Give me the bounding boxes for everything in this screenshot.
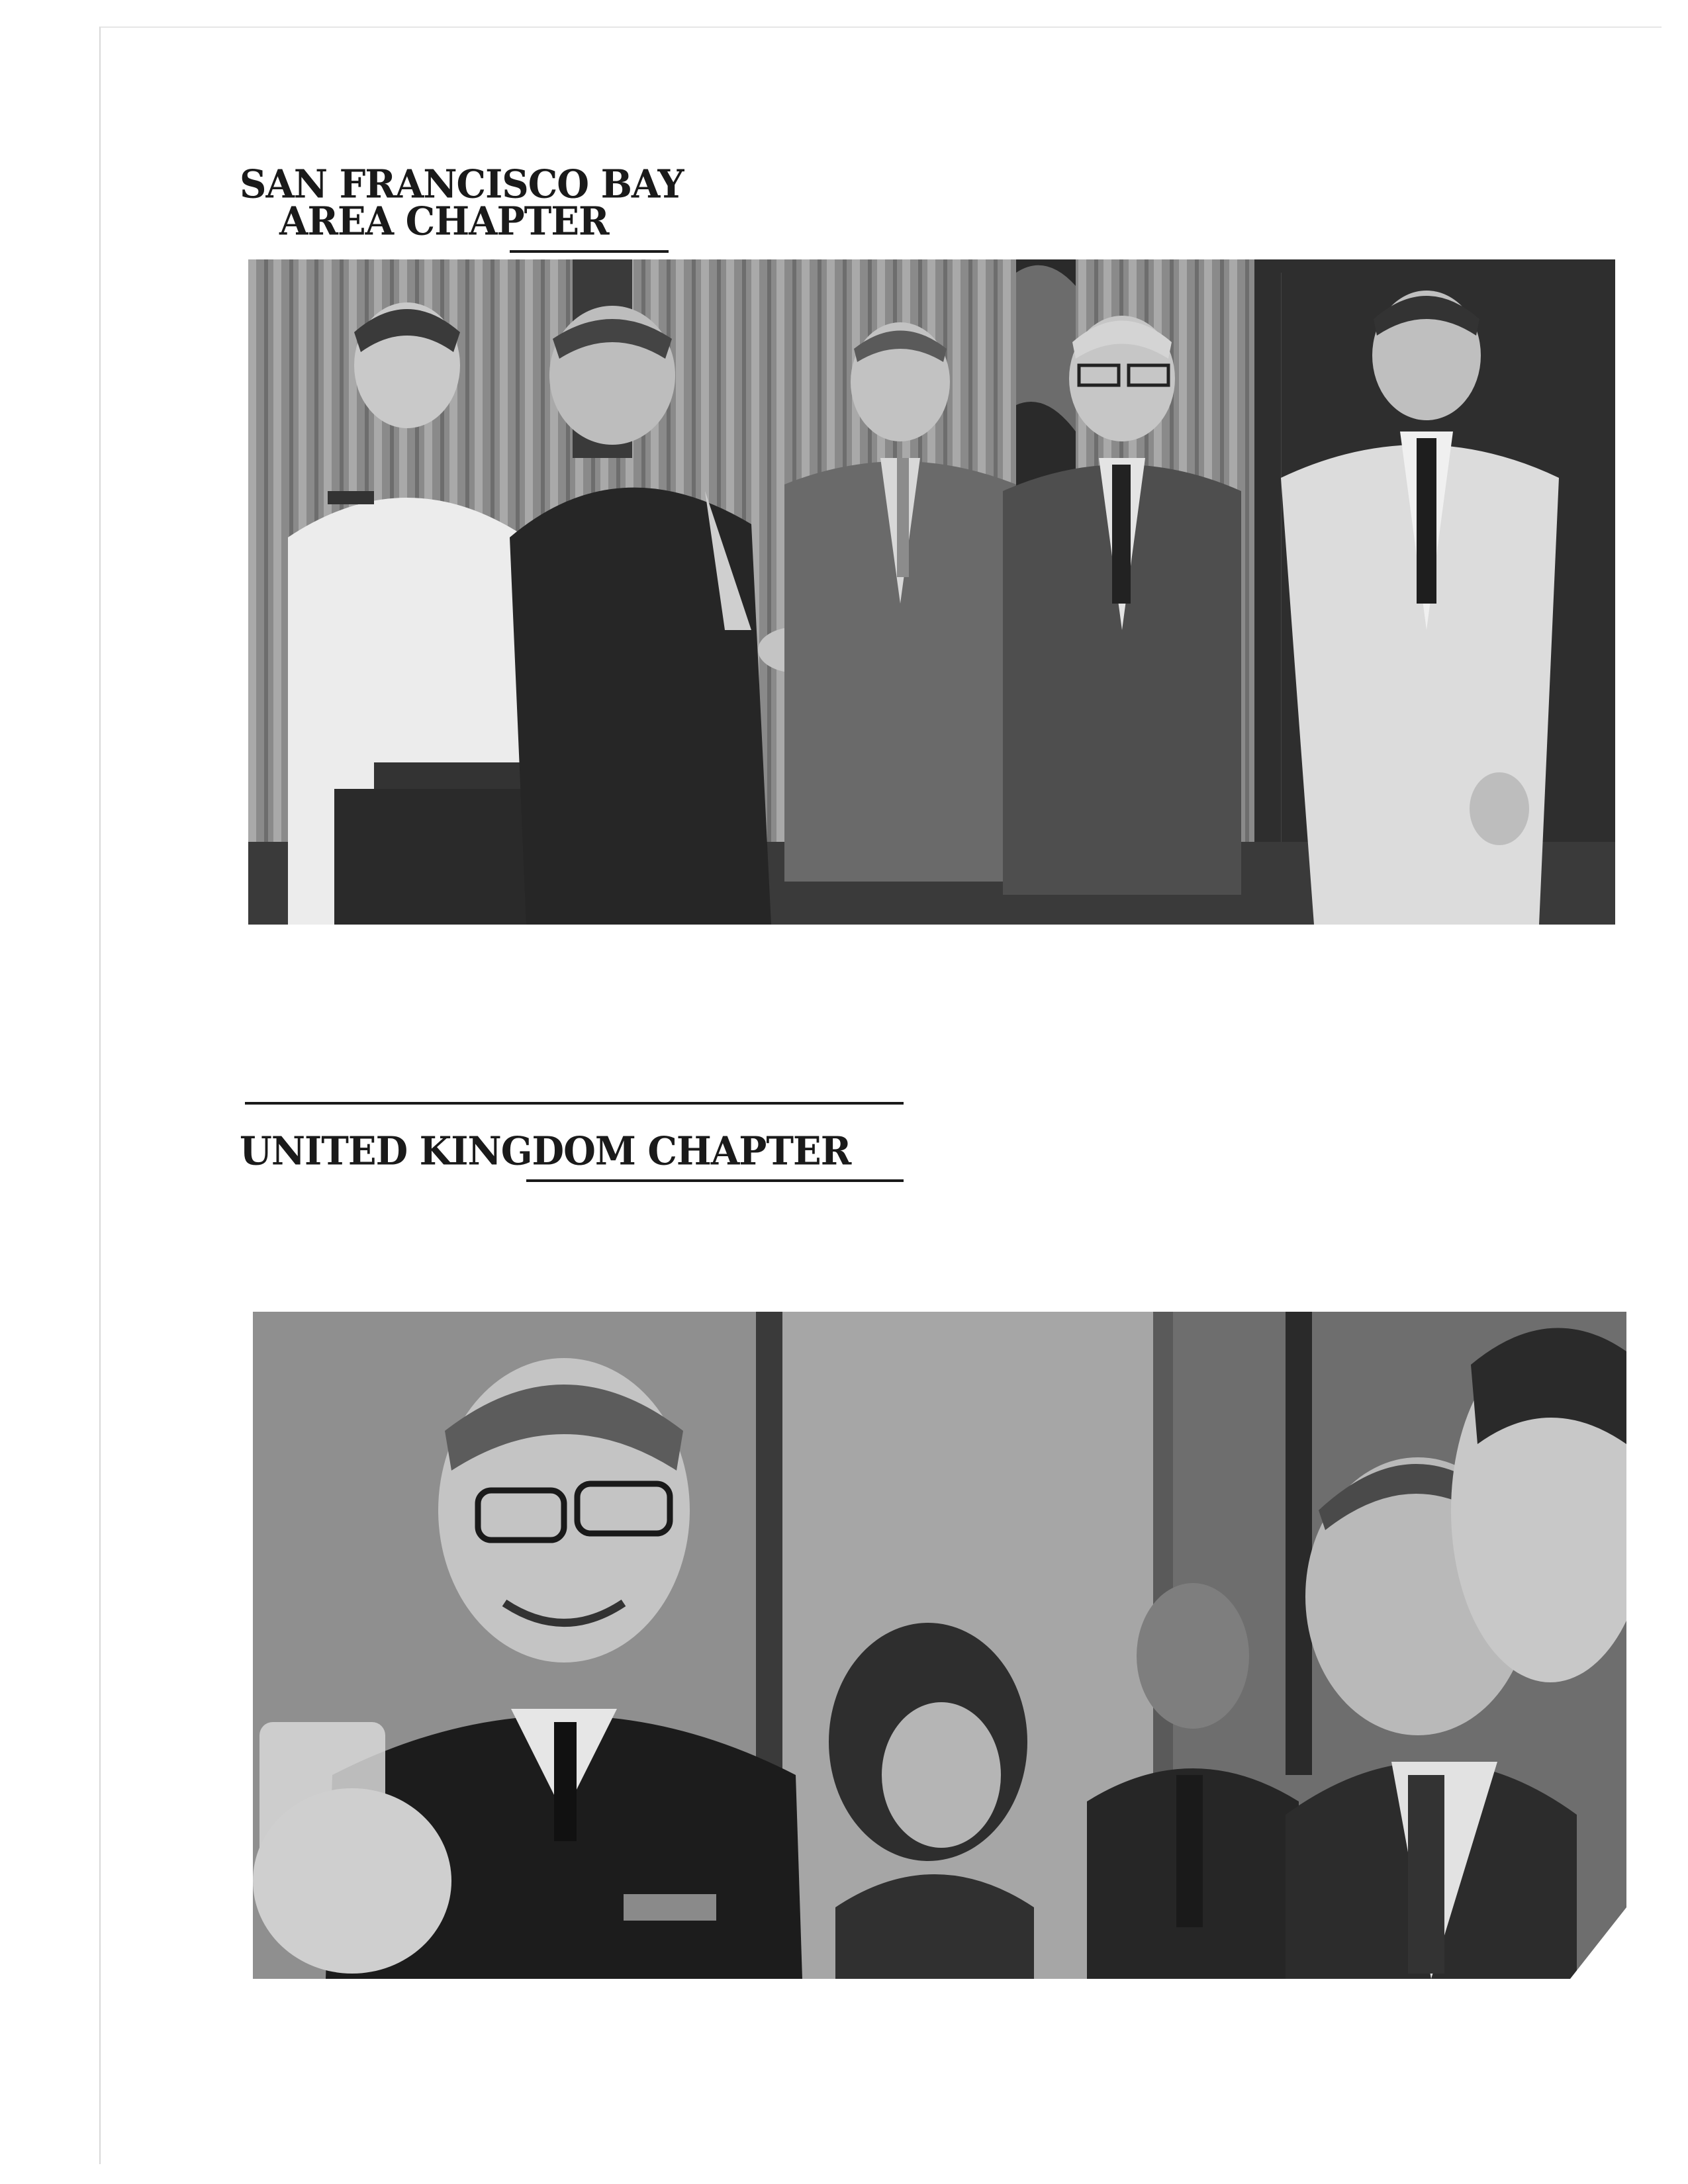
uk-body-text-right xyxy=(966,1099,1615,1297)
sf-chapter-heading-line2: AREA CHAPTER xyxy=(279,199,609,245)
uk-photo-caption xyxy=(253,1992,1623,2038)
sf-chapter-heading-line1: SAN FRANCISCO BAY xyxy=(240,161,684,208)
uk-body-text-left xyxy=(248,1185,910,1310)
uk-chapter-heading: UNITED KINGDOM CHAPTER xyxy=(240,1128,851,1175)
uk-chapter-photo xyxy=(253,1312,1626,1979)
sf-chapter-photo xyxy=(248,259,1615,925)
uk-heading-rule xyxy=(526,1179,904,1182)
uk-top-rule xyxy=(245,1102,904,1105)
sf-heading-rule xyxy=(510,250,669,253)
sf-photo-caption xyxy=(250,933,1614,1079)
